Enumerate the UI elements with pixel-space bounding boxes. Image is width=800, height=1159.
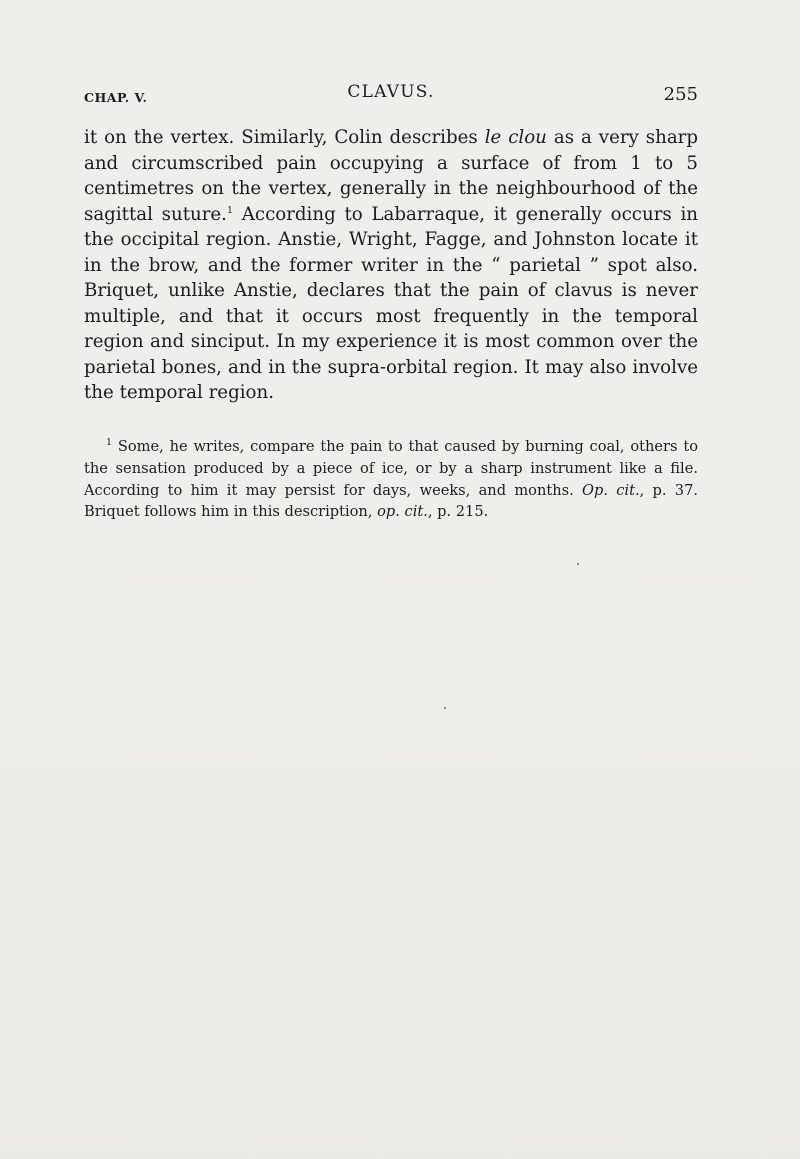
body-text-3: According to Labarraque, it generally occurs in the occipital region. Anstie, Wright, Fagge, and Johnston locate it in the brow, and the former writer in the “ parietal ” spot also. Briquet, unlike Anstie, declares that the pain of clavus is never multiple, and that it occurs most frequently in the temporal region and sinciput. In my experience it is most common over the parietal bones, and in the supra-orbital region. It may also involve the temporal region. [84, 203, 698, 403]
page-number: 255 [663, 84, 698, 105]
footnote-italic-1: Op. cit. [582, 481, 640, 499]
body-text-1: it on the vertex. Similarly, Colin describes [84, 127, 485, 148]
footnote [84, 436, 698, 523]
footnote-text-2: , p. 37. Briquet follows him in this description, [84, 481, 699, 521]
footnote-text-3: , p. 215. [427, 503, 489, 521]
show-through-area [0, 540, 800, 1159]
running-title: CLAVUS. [347, 82, 435, 102]
body-italic-le-clou: le clou [484, 127, 547, 148]
body-text-2: as a very sharp and circumscribed pain occupying a surface of from 1 to 5 centimetres on the vertex, generally in the neighbourhood of the sagittal suture. [84, 127, 698, 225]
footnote-text-1: Some, he writes, compare the pain to that caused by burning coal, others to the sensation produced by a piece of ice, or by a sharp instrument like a file. According to him it may persist for days, weeks, and months. [84, 438, 698, 499]
chapter-label: CHAP. V. [84, 90, 148, 105]
footnote-marker: 1 [106, 437, 113, 449]
stray-mark [444, 707, 446, 709]
body-paragraph [84, 125, 698, 406]
footnote-reference: 1 [226, 204, 234, 216]
running-head [84, 82, 698, 112]
stray-mark [577, 563, 579, 565]
footnote-italic-2: op. cit. [377, 503, 428, 521]
